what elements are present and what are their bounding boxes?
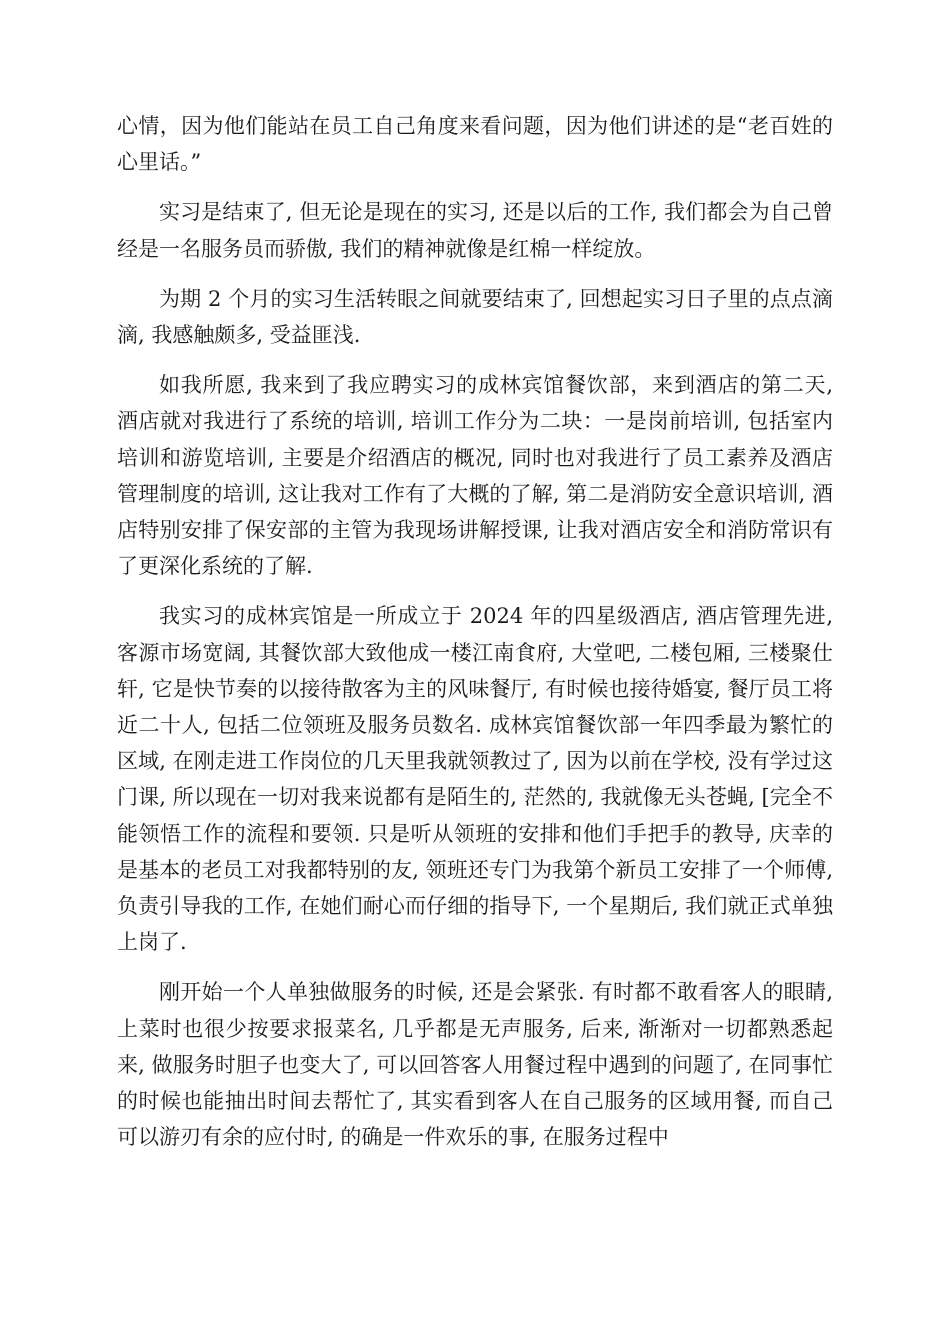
paragraph-6: 刚开始一个人单独做服务的时候, 还是会紧张. 有时都不敢看客人的眼睛, 上菜时也很少按要求报菜名, 几乎都是无声服务, 后来, 渐渐对一切都熟悉起来, 做服务时胆子也变大了, 可以回答客人用餐过程中遇到的问题了, 在同事忙的时候也能抽出时间去帮忙了, 其实看到客人在自己服务的区域用餐, 而自己可以游刃有余的应付时, 的确是一件欢乐的事, 在服务过程中 <box>117 980 833 1150</box>
paragraph-4: 如我所愿, 我来到了我应聘实习的成林宾馆餐饮部，来到酒店的第二天, 酒店就对我进行了系统的培训, 培训工作分为二块：一是岗前培训, 包括室内培训和游览培训, 主要是介绍酒店的概况, 同时也对我进行了员工素养及酒店管理制度的培训, 这让我对工作有了大概的了解, 第二是消防安全意识培训, 酒店特别安排了保安部的主管为我现场讲解授课, 让我对酒店安全和消防常识有了更深化系统的了解. <box>117 373 833 579</box>
paragraph-1: 心情，因为他们能站在员工自己角度来看问题，因为他们讲述的是“老百姓的心里话。” <box>117 114 833 175</box>
paragraph-3: 为期 2 个月的实习生活转眼之间就要结束了, 回想起实习日子里的点点滴滴, 我感触颇多, 受益匪浅. <box>117 286 833 348</box>
paragraph-5: 我实习的成林宾馆是一所成立于 2024 年的四星级酒店, 酒店管理先进, 客源市场宽阔, 其餐饮部大致他成一楼江南食府, 大堂吧, 二楼包厢, 三楼聚仕轩, 它是快节奏的以接待散客为主的风味餐厅, 有时候也接待婚宴, 餐厅员工将近二十人, 包括二位领班及服务员数名. 成林宾馆餐饮部一年四季最为繁忙的区域, 在刚走进工作岗位的几天里我就领教过了, 因为以前在学校, 没有学过这门课, 所以现在一切对我来说都有是陌生的, 茫然的, 我就像无头苍蝇, [完全不能领悟工作的流程和要领. 只是听从领班的安排和他们手把手的教导, 庆幸的是基本的老员工对我都特别的友, 领班还专门为我第个新员工安排了一个师傅, 负责引导我的工作, 在她们耐心而仔细的指导下, 一个星期后, 我们就正式单独上岗了. <box>117 604 833 955</box>
document-body <box>117 108 833 1169</box>
paragraph-2: 实习是结束了, 但无论是现在的实习, 还是以后的工作, 我们都会为自己曾经是一名服务员而骄傲, 我们的精神就像是红棉一样绽放。 <box>117 200 833 261</box>
